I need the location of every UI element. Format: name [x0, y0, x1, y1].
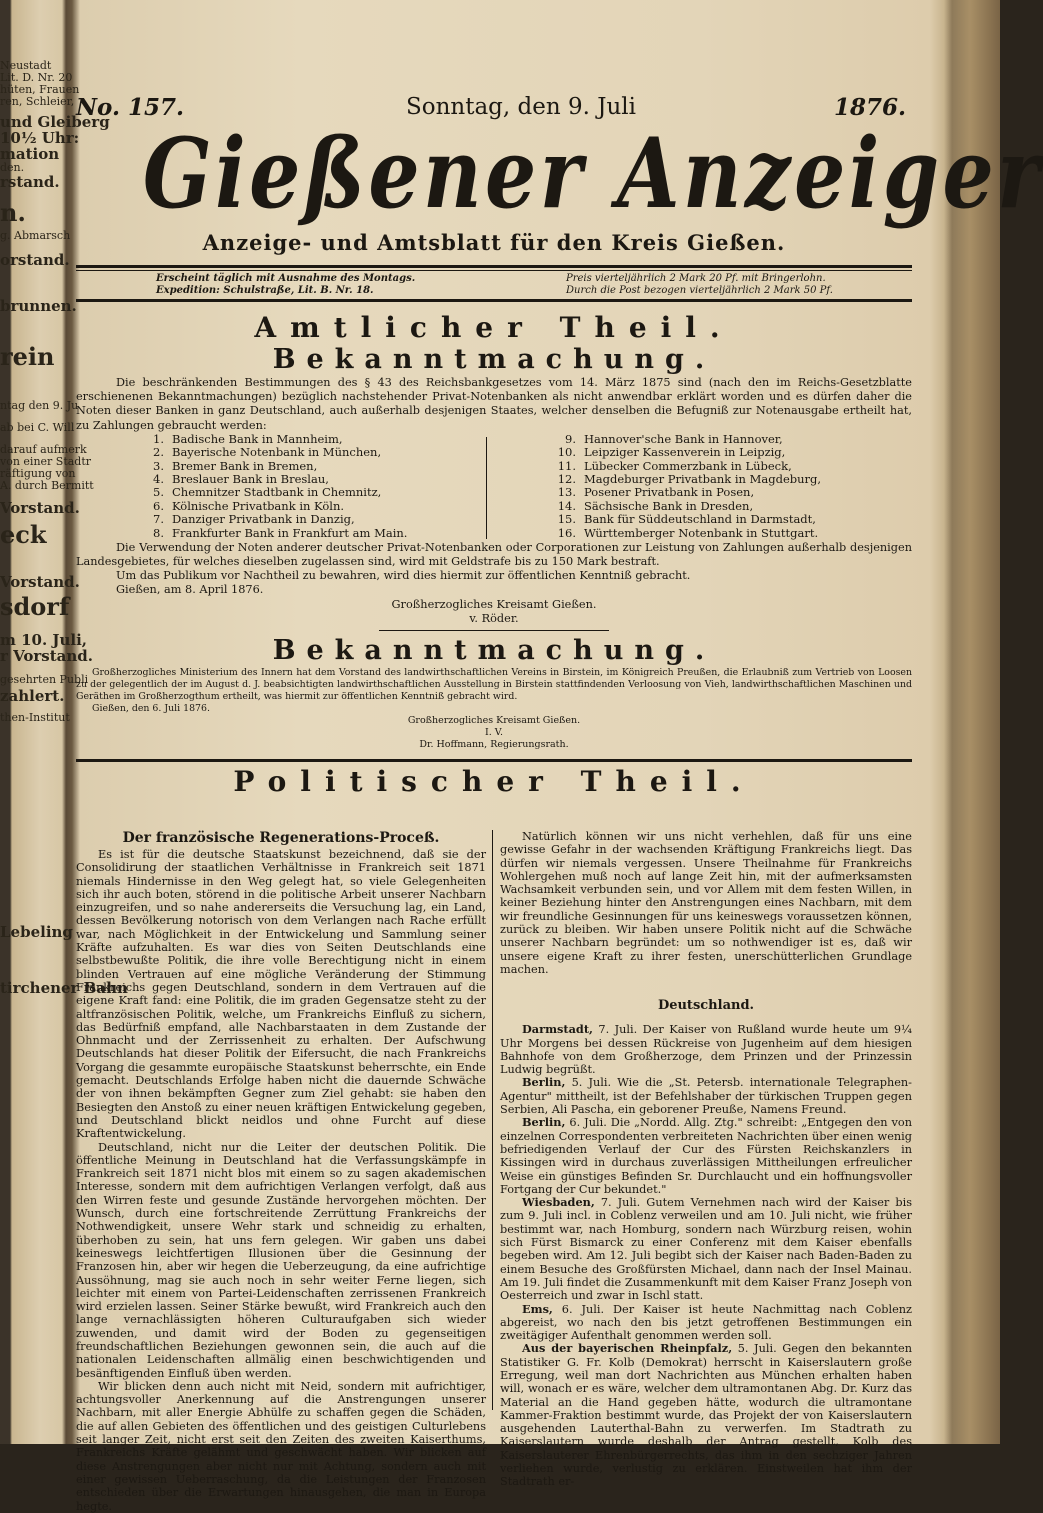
news-item: Wiesbaden, 7. Juli. Gutem Vernehmen nach wird der Kaiser bis zum 9. Juli incl. in Coblenz verweilen und am 10. Juli nicht, wie früher bestimmt war, nach Homburg, sondern nach Würzburg reisen, wohin sich Fürst Bismarck zu einer Conferenz mit dem Kaiser ebenfalls begeben wird. Am 12. Juli begibt sich der Kaiser nach Baden-Baden zu einem Besuche des Großfürsten Michael, dann nach der Insel Mainau. Am 19. Juli findet die Zusammenkunft mit dem Kaiser Franz Joseph von Oesterreich und zwar in Ischl statt.: [500, 1195, 913, 1303]
news-item: Berlin, 6. Juli. Die „Nordd. Allg. Ztg." schreibt: „Entgegen den von einzelnen Correspondenten verbreiteten Nachrichten über einen wenig befriedigenden Verlauf der Cur des Fürsten Reichskanzlers in Kissingen wird in durchaus zuverlässigen Mittheilungen erfreulicher Weise ein günstiges Befinden Sr. Durchlaucht und ein hoffnungsvoller Fortgang der Cur bekundet.": [500, 1115, 912, 1196]
notice-authority: Großherzogliches Kreisamt Gießen.: [407, 715, 581, 727]
prev-line: g. Abmarsch: [0, 229, 71, 242]
prev-line: hüten, Frauen: [0, 83, 80, 96]
notice-iv: I. V.: [484, 727, 503, 739]
prev-line: von einer Stadtr: [0, 455, 92, 468]
prev-line: zahlert.: [0, 687, 65, 705]
right-column: [500, 830, 912, 1489]
column-divider: [492, 830, 493, 1410]
bank-list: [76, 433, 912, 541]
list-item: 5. Chemnitzer Stadtbank in Chemnitz,: [153, 485, 382, 500]
section-rule: [76, 759, 912, 762]
section-rule: [76, 299, 912, 302]
prev-line: Neustadt: [0, 59, 52, 72]
prev-line: sdorf: [0, 592, 70, 621]
prev-line: A. durch Bermitt: [0, 479, 94, 492]
prev-line: n.: [0, 198, 26, 227]
list-item: 6. Kölnische Privatbank in Köln.: [153, 498, 345, 513]
list-item: 1. Badische Bank in Mannheim,: [153, 431, 343, 446]
prev-line: Vorstand.: [0, 499, 80, 517]
news-item: Aus der bayerischen Rheinpfalz, 5. Juli. Gegen den bekannten Statistiker G. Fr. Kolb (Demokrat) herrscht in Kaiserslautern große Erregung, weil man dort Nachrichten aus München erhalten haben will, wonach er es wäre, welcher dem ultramontanen Abg. Dr. Kurz das Material an die Hand gegeben hätte, wodurch die ultramontane Kammer-Fraktion bestimmt wurde, das Projekt der von Kaiserslautern ausgehenden Lauterthal-Bahn zu verwerfen. Im Stadtrath zu Kaiserslautern wurde deshalb der Antrag gestellt, Kolb des Kaiserslauterer Ehrenbürgerrechts, das ihm in den sechziger Jahren verliehen wurde, verlustig zu erklären. Einstweilen hat ihm der Stadtrath er-: [500, 1341, 912, 1489]
column-divider: [486, 437, 487, 539]
list-item: 16. Württemberger Notenbank in Stuttgart.: [557, 525, 819, 540]
article-paragraph: Wir blicken denn auch nicht mit Neid, sondern mit aufrichtiger, achtungsvoller Anerkennung auf die Anstrengungen unserer Nachbarn, mit aller Energie Abhülfe zu schaffen gegen die Schäden, die auf allen Gebieten des öffentlichen und des geistigen Culturlebens seit langer Zeit, nicht erst seit den Zeiten des zweiten Kaiserthums, Frankreichs Kräfte gelähmt und geschwächt haben. Wir blicken auf diese Anstrengungen aber nicht nur mit Achtung, sondern auch mit einer gewissen Ueberraschung, da die Leistungen der Franzosen entschieden über die Erwartungen hinausgehen, die man in Europa hegte.: [76, 1379, 486, 1513]
prev-line: rein: [0, 342, 55, 371]
prev-line: tirchener Bahn: [0, 979, 128, 997]
prev-line: m 10. Juli,: [0, 631, 88, 649]
list-item: 7. Danziger Privatbank in Danzig,: [153, 512, 355, 527]
publication-info: [76, 271, 912, 299]
notice-text: Um das Publikum vor Nachtheil zu bewahren, wird dies hiermit zur öffentlichen Kenntniß gebracht.: [116, 569, 691, 583]
list-item: 15. Bank für Süddeutschland in Darmstadt,: [557, 512, 816, 527]
list-item: 10. Leipziger Kassenverein in Leipzig,: [557, 445, 786, 460]
publication-info-left: [156, 273, 415, 297]
prev-line: mation: [0, 145, 60, 163]
notice-date: Gießen, am 8. April 1876.: [116, 583, 264, 597]
prev-line: ntag den 9. Ju: [0, 399, 79, 412]
notice-heading: Bekanntmachung.: [272, 344, 716, 375]
news-item: Berlin, 5. Juli. Wie die „St. Petersb. internationale Telegraphen-Agentur" mittheilt, ist der Befehlshaber der türkischen Truppen gegen Serbien, Ali Pascha, ein geborener Preuße, Namens Freund.: [500, 1075, 912, 1117]
notice-text: Die beschränkenden Bestimmungen des § 43 des Reichsbankgesetzes vom 14. März 1875 sind (nach den im Reichs-Gesetzblatte erschienenen Bekanntmachungen) bezüglich nachstehender Privat-Notenbanken als nicht anwendbar erklärt worden und es dürfen daher die Noten dieser Banken in ganz Deutschland, auch außerhalb desjenigen Staates, welcher denselben die Befugniß zur Notenausgabe ertheilt hat, zu Zahlungen gebraucht werden:: [76, 376, 912, 432]
publication-info-right: [566, 273, 833, 297]
issue-year: 1876.: [833, 94, 906, 121]
list-item: 2. Bayerische Notenbank in München,: [153, 445, 382, 460]
prev-line: eck: [0, 520, 47, 549]
prev-line: Vorstand.: [0, 573, 80, 591]
list-item: 8. Frankfurter Bank in Frankfurt am Main.: [153, 525, 408, 540]
list-item: 11. Lübecker Commerzbank in Lübeck,: [557, 458, 792, 473]
issue-number: No. 157.: [76, 94, 184, 121]
news-item: Ems, 6. Juli. Der Kaiser ist heute Nachmittag nach Coblenz abgereist, wo nach den bis jetzt getroffenen Bestimmungen ein zweitägiger Aufenthalt genommen werden soll.: [500, 1301, 913, 1343]
article-heading: Der französische Regenerations-Proceß.: [122, 830, 440, 846]
prev-line: darauf aufmerk: [0, 443, 87, 456]
prev-line: Lit. D. Nr. 20: [0, 71, 73, 84]
bank-list-right: [548, 433, 821, 540]
prev-line: den.: [0, 161, 25, 174]
list-item: 14. Sächsische Bank in Dresden,: [557, 498, 754, 513]
divider: [379, 630, 609, 631]
newspaper-subtitle: Anzeige- und Amtsblatt für den Kreis Gießen.: [202, 230, 786, 255]
article-paragraph: Es ist für die deutsche Staatskunst bezeichnend, daß sie der Consolidirung der staatlichen Verhältnisse in Frankreich seit 1871 niemals Hindernisse in den Weg gelegt hat, so viele Gelegenheiten sich ihr auch boten, störend in die politische Arbeit unserer Nachbarn einzugreifen, und so nahe andererseits die Versuchung lag, ein Land, dessen Bevölkerung notorisch von dem Verlangen nach Rache erfüllt war, nach Möglichkeit in der Entwickelung und Sammlung seiner Kräfte aufzuhalten. Es war dies von Seiten Deutschlands eine selbstbewußte Politik, die ihre volle Berechtigung nicht in einem blinden Vertrauen auf eine mögliche Veränderung der Stimmung Frankreichs gegen Deutschland, sondern in dem Vertrauen auf die eigene Kraft fand: eine Politik, die im graden Gegensatze steht zu der altfranzösischen Politik, welche, um Frankreichs Einfluß zu sichern, das Bedürfniß empfand, alle Nachbarstaaten in dem Zustande der Ohnmacht und der Zerrissenheit zu erhalten. Der Aufschwung Deutschlands hat dieser Politik der Eifersucht, die nach Frankreichs Vorgang die gesammte europäische Staatskunst beherrschte, ein Ende gemacht. Deutschlands Erfolge haben nicht die dauernde Schwäche der von ihnen bekämpften Gegner zum Ziel gehabt: sie haben den Besiegten den Anstoß zu einer neuen kräftigen Entwickelung gegeben, und Deutschland blickt neidlos und ohne Furcht auf diese Kraftentwickelung.: [76, 848, 486, 1141]
info-line: Durch die Post bezogen vierteljährlich 2 Mark 50 Pf.: [566, 285, 833, 296]
list-item: 9. Hannover'sche Bank in Hannover,: [565, 431, 783, 446]
prev-line: orstand.: [0, 251, 70, 269]
prev-line: brunnen.: [0, 297, 77, 315]
prev-line: räftigung von: [0, 467, 76, 480]
list-item: 12. Magdeburger Privatbank in Magdeburg,: [557, 472, 822, 487]
article-paragraph: Deutschland, nicht nur die Leiter der deutschen Politik. Die öffentliche Meinung in Deutschland hat die Verfassungskämpfe in Frankreich seit 1871 nicht blos mit einem so zu sagen akademischen Interesse, sondern mit dem aufrichtigen Verlangen verfolgt, daß aus den Wirren feste und gesunde Zustände hervorgehen möchten. Der Wunsch, durch eine fortschreitende Zerrüttung Frankreichs der Nothwendigkeit, unsere Wehr stark und schneidig zu erhalten, überhoben zu sein, hat uns fern gelegen. Wir gaben uns dabei keineswegs leichtfertigen Illusionen über die Gesinnung der Franzosen hin, aber wir hegen die Ueberzeugung, da eine aufrichtige Aussöhnung, mag sie auch noch in sehr weiter Ferne liegen, sich leichter mit einem von Partei-Leidenschaften zerrissenen Frankreich wird erzielen lassen. Seiner Stärke bewußt, wird Frankreich auch den lange vernachlässigten höheren Culturaufgaben sich wieder zuwenden, und damit wird der Boden zu gegenseitigen freundschaftlichen Beziehungen gewonnen sein, die auch auf die nationalen Leidenschaften allmälig einen beschwichtigenden und besänftigenden Einfluß üben werden.: [76, 1140, 486, 1380]
news-item: Darmstadt, 7. Juli. Der Kaiser von Rußland wurde heute um 9¼ Uhr Morgens bei dessen Rückreise von Jugenheim auf dem hiesigen Bahnhofe von dem Großherzoge, dem Prinzen und der Prinzessin Ludwig begrüßt.: [500, 1022, 912, 1077]
news-heading-deutschland: Deutschland.: [657, 998, 755, 1014]
article-paragraph: Natürlich können wir uns nicht verhehlen, daß für uns eine gewisse Gefahr in der wachsenden Kräftigung Frankreichs liegt. Das dürfen wir niemals vergessen. Unsere Theilnahme für Frankreichs Wohlergehen muß noch auf lange Zeit hin, mit der aufmerksamsten Wachsamkeit verbunden sein, und vor Allem mit dem festen Willen, in keiner Beziehung hinter den Anstrengungen eines Nachbarn, mit dem wir freundliche Gesinnungen für uns keineswegs voraussetzen können, zurück zu bleiben. Wir haben unsere Politik nicht auf die Schwäche unserer Nachbarn begründet: um so nothwendiger ist es, daß wir unsere eigene Kraft zu ihrer festen, unerschütterlichen Grundlage machen.: [500, 830, 912, 976]
left-column: [76, 830, 486, 1513]
prev-line: ab bei C. Will: [0, 421, 75, 434]
list-item: 4. Breslauer Bank in Breslau,: [153, 472, 329, 487]
newspaper-title: Gießener Anzeiger: [142, 117, 1043, 230]
notice-date: Gießen, den 6. Juli 1876.: [92, 703, 210, 715]
newspaper-page: [76, 92, 1043, 1513]
section-heading-amtlich: Amtlicher Theil.: [254, 311, 734, 344]
notice-text: Die Verwendung der Noten anderer deutscher Privat-Notenbanken oder Corporationen zur Leistung von Zahlungen außerhalb desjenigen Landesgebietes, für welches dieselben zugelassen sind, wird mit Geldstrafe bis zu 150 Mark bestraft.: [76, 540, 912, 569]
notice-authority: Großherzogliches Kreisamt Gießen.: [391, 597, 597, 611]
info-line: Preis vierteljährlich 2 Mark 20 Pf. mit Bringerlohn.: [566, 273, 826, 284]
prev-line: 10½ Uhr:: [0, 129, 80, 147]
section-heading-politisch: Politischer Theil.: [233, 765, 755, 799]
notice-signer: Dr. Hoffmann, Regierungsrath.: [419, 739, 569, 751]
prev-line: rstand.: [0, 173, 60, 191]
notice-heading: Bekanntmachung.: [272, 634, 716, 666]
bank-list-left: [136, 433, 407, 540]
notice-text: Großherzogliches Ministerium des Innern hat dem Vorstand des landwirthschaftlichen Vereins in Birstein, im Königreich Preußen, die Erlaubniß zum Vertrieb von Loosen zu der gelegentlich der im August d. J. beabsichtigten landwirthschaftlichen Ausstellung in Birstein stattfindenden Verloosung von Vieh, landwirthschaftlichen Maschinen und Geräthen im Großherzogthum ertheilt, was hiermit zur öffentlichen Kenntniß gebracht wird.: [76, 666, 912, 703]
issue-date: Sonntag, den 9. Juli: [406, 94, 636, 120]
prev-line: und Gleiberg: [0, 113, 110, 131]
info-line: Expedition: Schulstraße, Lit. B. Nr. 18.: [156, 285, 374, 296]
prev-line: then-Institut: [0, 711, 70, 724]
list-item: 13. Posener Privatbank in Posen,: [557, 485, 755, 500]
list-item: 3. Bremer Bank in Bremen,: [153, 458, 318, 473]
info-line: Erscheint täglich mit Ausnahme des Montags.: [156, 273, 416, 284]
notice-signer: v. Röder.: [469, 611, 519, 625]
previous-page-edge: [0, 59, 128, 1420]
prev-line: ren, Schleier,: [0, 95, 75, 108]
prev-line: Lebeling: [0, 923, 73, 941]
prev-line: r Vorstand.: [0, 647, 94, 665]
prev-line: gesehrten Publi: [0, 673, 89, 686]
